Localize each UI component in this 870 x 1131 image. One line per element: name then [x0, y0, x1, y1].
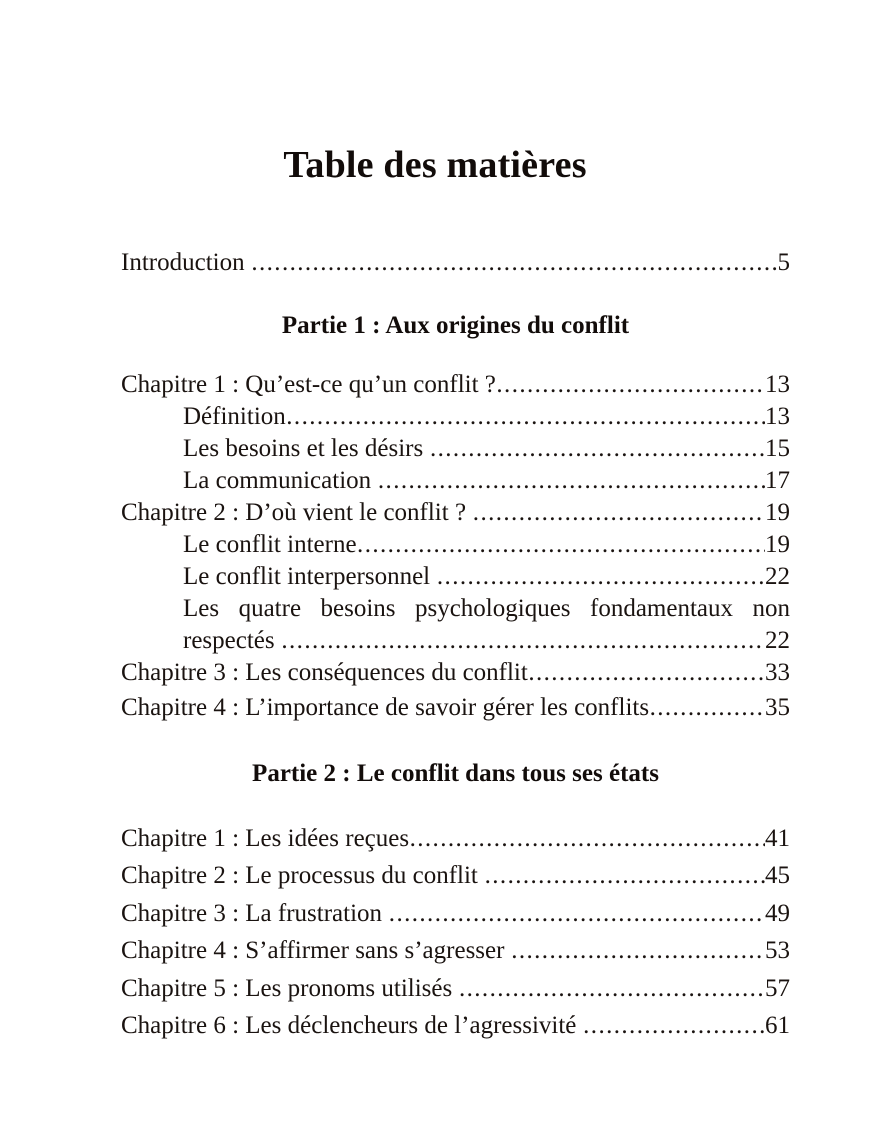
toc-entry-label: Chapitre 3 : La frustration	[121, 899, 389, 927]
dot-leader	[437, 561, 765, 593]
toc-entry-page-number: 61	[765, 1012, 790, 1039]
dot-leader	[430, 433, 765, 465]
toc-entry-page-number: 41	[765, 824, 790, 852]
toc-entry-page-number: 33	[765, 659, 790, 686]
toc-entry-word: psychologiques	[414, 595, 571, 622]
toc-entry-word: Les	[183, 595, 220, 622]
dot-leader	[251, 246, 777, 280]
toc-entry-label: Chapitre 3 : Les conséquences du conflit	[121, 659, 528, 686]
toc-entry-besoins-psychologiques[interactable]	[121, 593, 790, 657]
toc-entry-p1-chapitre-1[interactable]	[121, 369, 790, 401]
toc-entry-label: Chapitre 2 : D’où vient le conflit ?	[121, 499, 473, 526]
toc-entry-page-number: 22	[765, 563, 790, 590]
toc-entry-page-number: 45	[765, 862, 790, 889]
dot-leader	[286, 401, 764, 433]
toc-entry-page-number: 15	[765, 435, 790, 462]
toc-entry-p2-chapitre-6[interactable]	[121, 1007, 790, 1045]
dot-leader	[511, 932, 764, 970]
toc-entry-definition[interactable]	[121, 401, 790, 433]
toc-entry-label-line-1	[183, 593, 790, 625]
toc-entry-conflit-interpersonnel[interactable]	[121, 561, 790, 593]
toc-entry-besoins-desirs[interactable]	[121, 433, 790, 465]
dot-leader	[473, 497, 765, 529]
toc-entry-p1-chapitre-4[interactable]	[121, 689, 790, 727]
toc-entry-label: Chapitre 2 : Le processus du conflit	[121, 862, 485, 889]
toc-entry-label-line-2	[183, 625, 790, 657]
page-title: Table des matières	[283, 144, 587, 186]
dot-leader	[650, 689, 765, 727]
toc-entry-page-number: 19	[765, 499, 790, 526]
toc-entry-page-number: 57	[765, 974, 790, 1002]
toc-entry-word: besoins	[320, 595, 396, 622]
toc-entry-conflit-interne[interactable]	[121, 529, 790, 561]
dot-leader	[357, 529, 764, 561]
toc-entry-page-number: 13	[765, 371, 790, 398]
dot-leader	[389, 895, 765, 933]
dot-leader	[496, 369, 764, 401]
dot-leader	[281, 625, 764, 657]
toc-entry-p2-chapitre-2[interactable]	[121, 857, 790, 895]
toc-entry-label: Chapitre 1 : Qu’est-ce qu’un conflit ?	[121, 371, 496, 398]
toc-entry-page-number: 49	[765, 899, 790, 927]
toc-entry-p2-chapitre-4[interactable]	[121, 932, 790, 970]
dot-leader	[583, 1007, 764, 1045]
toc-entry-label: Les besoins et les désirs	[183, 435, 430, 462]
toc-entry-p2-chapitre-3[interactable]	[121, 895, 790, 933]
toc-entry-page-number: 35	[765, 694, 790, 721]
toc-entry-label: Chapitre 4 : S’affirmer sans s’agresser	[121, 937, 511, 964]
toc-entry-p2-chapitre-5[interactable]	[121, 970, 790, 1008]
toc-entry-page-number: 5	[777, 249, 790, 276]
toc-entry-p1-chapitre-3[interactable]	[121, 657, 790, 689]
toc-entry-word: fondamentaux	[590, 595, 734, 622]
toc-entry-label: Chapitre 5 : Les pronoms utilisés	[121, 974, 459, 1002]
toc-entry-label: respectés	[183, 627, 281, 654]
toc-entry-label: Introduction	[121, 249, 251, 276]
toc-entry-label: Définition	[183, 403, 286, 430]
toc-entry-label: La communication	[183, 467, 378, 494]
toc-entry-word: quatre	[238, 595, 302, 622]
toc-entry-communication[interactable]	[121, 465, 790, 497]
toc-entry-word: non	[752, 595, 790, 622]
toc-entry-page-number: 19	[765, 531, 790, 558]
toc-entry-label: Le conflit interpersonnel	[183, 563, 437, 590]
toc-entry-p2-chapitre-1[interactable]	[121, 820, 790, 858]
toc-entry-label: Chapitre 1 : Les idées reçues	[121, 824, 410, 852]
toc-entry-page-number: 53	[765, 937, 790, 964]
dot-leader	[528, 657, 764, 689]
toc-entry-page-number: 13	[765, 403, 790, 430]
toc-entry-list	[121, 246, 790, 1045]
toc-entry-page-number: 22	[765, 627, 790, 654]
toc-entry-label: Chapitre 6 : Les déclencheurs de l’agressivité	[121, 1012, 583, 1039]
toc-entry-label: Le conflit interne	[183, 531, 357, 558]
dot-leader	[485, 857, 765, 895]
dot-leader	[459, 970, 765, 1008]
part-heading-1: Partie 1 : Aux origines du conflit	[281, 312, 630, 339]
toc-entry-introduction[interactable]	[121, 246, 790, 280]
part-heading-2: Partie 2 : Le conflit dans tous ses états	[252, 759, 659, 787]
toc-entry-p1-chapitre-2[interactable]	[121, 497, 790, 529]
toc-entry-page-number: 17	[765, 467, 790, 494]
toc-entry-label: Chapitre 4 : L’importance de savoir gérer les conflits	[121, 694, 650, 721]
dot-leader	[410, 820, 765, 858]
dot-leader	[378, 465, 765, 497]
